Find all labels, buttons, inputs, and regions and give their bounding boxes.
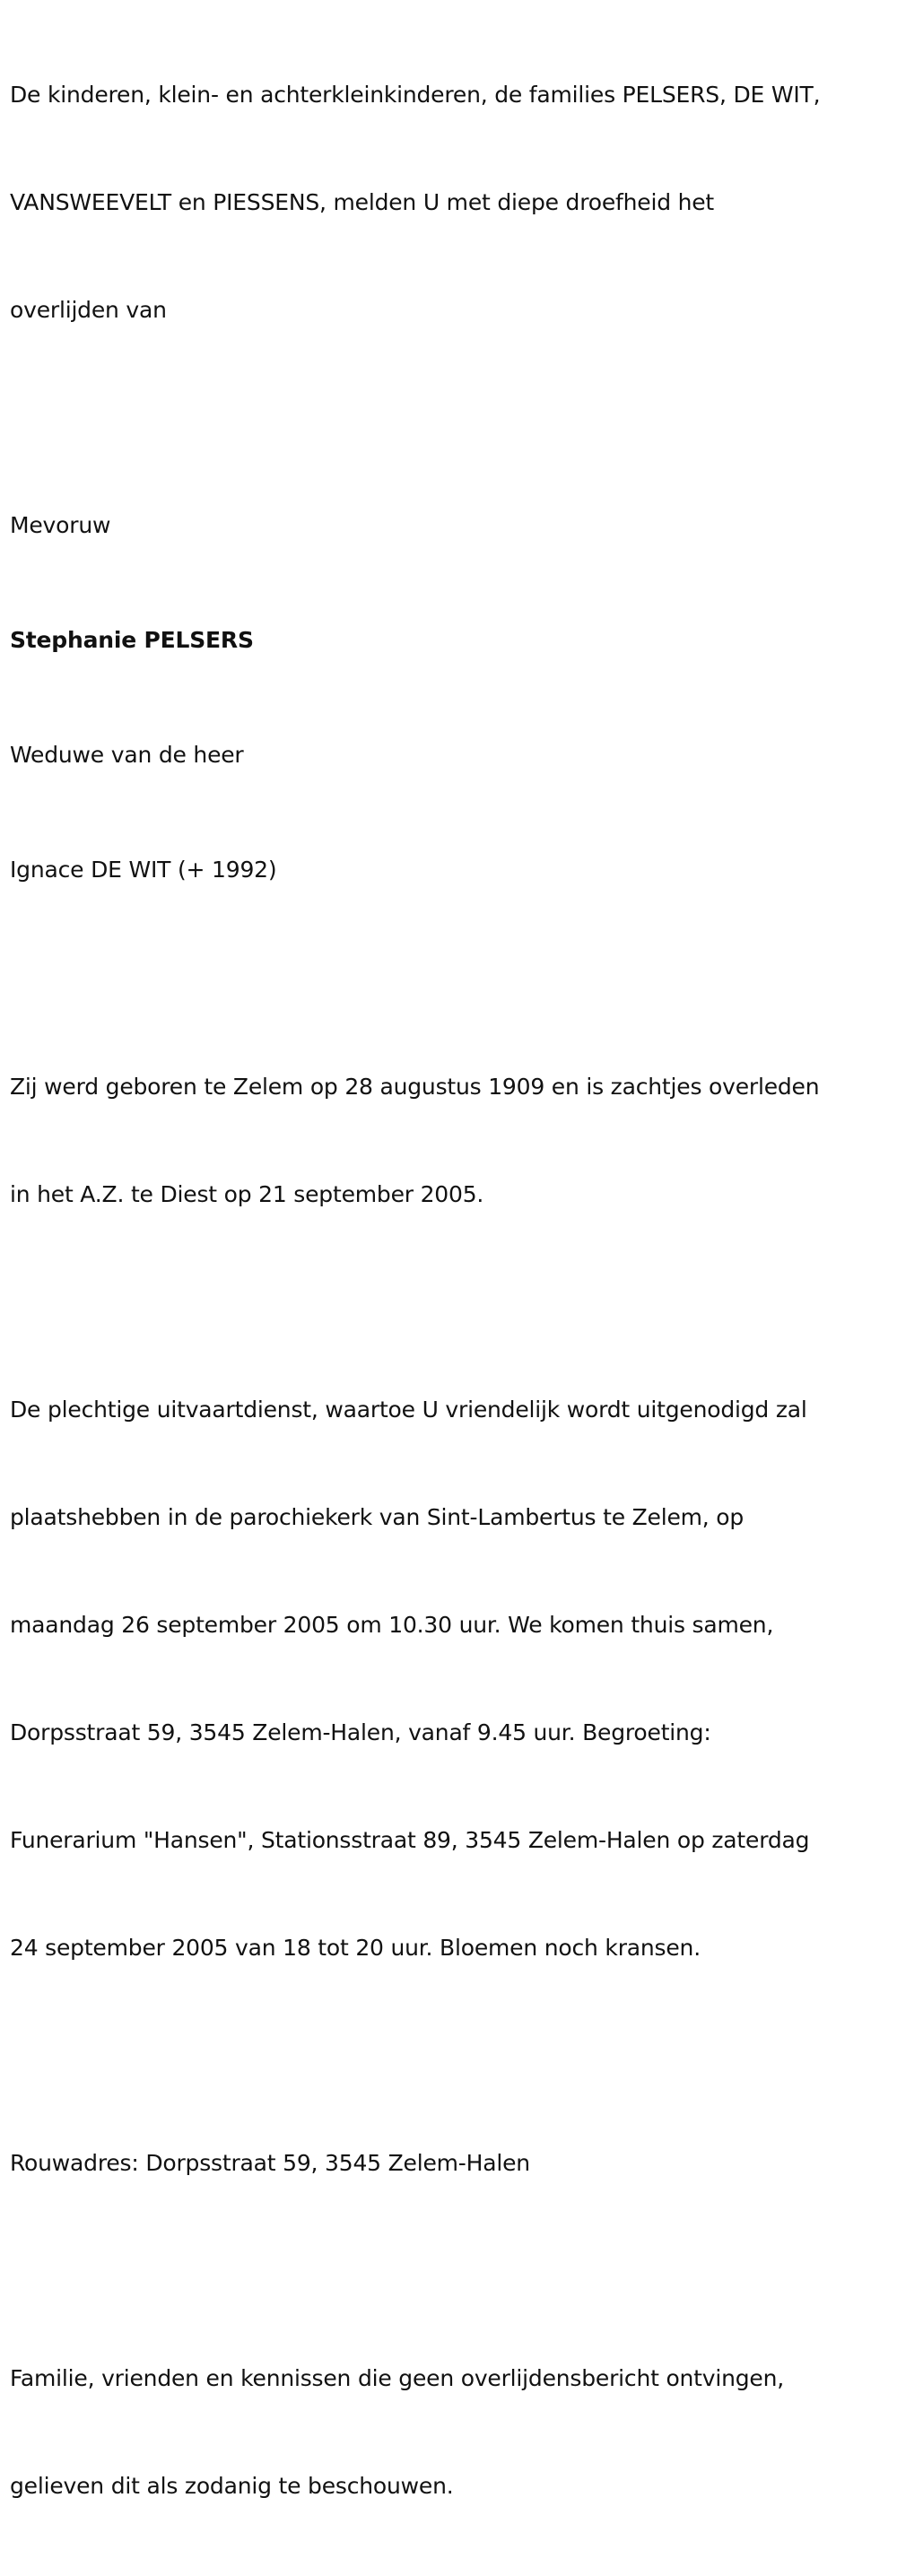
birth-death-line: Zij werd geboren te Zelem op 28 augustus 1909 en is zachtjes overleden xyxy=(10,1074,820,1100)
deceased-name: Stephanie PELSERS xyxy=(10,627,254,653)
spouse-name: Ignace DE WIT (+ 1992) xyxy=(10,857,277,883)
closing-paragraph xyxy=(10,2289,893,2576)
funeral-line: Funerarium "Hansen", Stationsstraat 89, 3545 Zelem-Halen op zaterdag xyxy=(10,1827,810,1853)
intro-line: VANSWEEVELT en PIESSENS, melden U met diepe droefheid het xyxy=(10,189,715,215)
salutation: Mevoruw xyxy=(10,512,111,538)
death-notice xyxy=(10,0,893,2576)
spacer xyxy=(10,400,893,436)
spacer xyxy=(10,2253,893,2289)
deceased-block xyxy=(10,432,893,963)
address-paragraph xyxy=(10,2074,893,2253)
spacer xyxy=(10,963,893,997)
mourning-address: Rouwadres: Dorpsstraat 59, 3545 Zelem-Halen xyxy=(10,2150,530,2176)
funeral-line: 24 september 2005 van 18 tot 20 uur. Bloemen noch kransen. xyxy=(10,1935,701,1961)
closing-line: Familie, vrienden en kennissen die geen overlijdensbericht ontvingen, xyxy=(10,2365,785,2391)
funeral-line: Dorpsstraat 59, 3545 Zelem-Halen, vanaf 9.45 uur. Begroeting: xyxy=(10,1719,711,1745)
spacer xyxy=(10,1284,893,1320)
funeral-paragraph xyxy=(10,1320,893,2038)
intro-paragraph xyxy=(10,0,893,400)
intro-line: De kinderen, klein- en achterkleinkinderen, de families PELSERS, DE WIT, xyxy=(10,82,821,108)
birth-death-paragraph xyxy=(10,997,893,1284)
birth-death-line: in het A.Z. te Diest op 21 september 2005. xyxy=(10,1181,484,1207)
funeral-line: maandag 26 september 2005 om 10.30 uur. We komen thuis samen, xyxy=(10,1612,774,1638)
closing-line: gelieven dit als zodanig te beschouwen. xyxy=(10,2473,454,2499)
relation: Weduwe van de heer xyxy=(10,742,244,768)
intro-line: overlijden van xyxy=(10,297,167,323)
funeral-line: plaatshebben in de parochiekerk van Sint-Lambertus te Zelem, op xyxy=(10,1504,745,1530)
spacer xyxy=(10,2038,893,2074)
funeral-line: De plechtige uitvaartdienst, waartoe U vriendelijk wordt uitgenodigd zal xyxy=(10,1397,807,1423)
